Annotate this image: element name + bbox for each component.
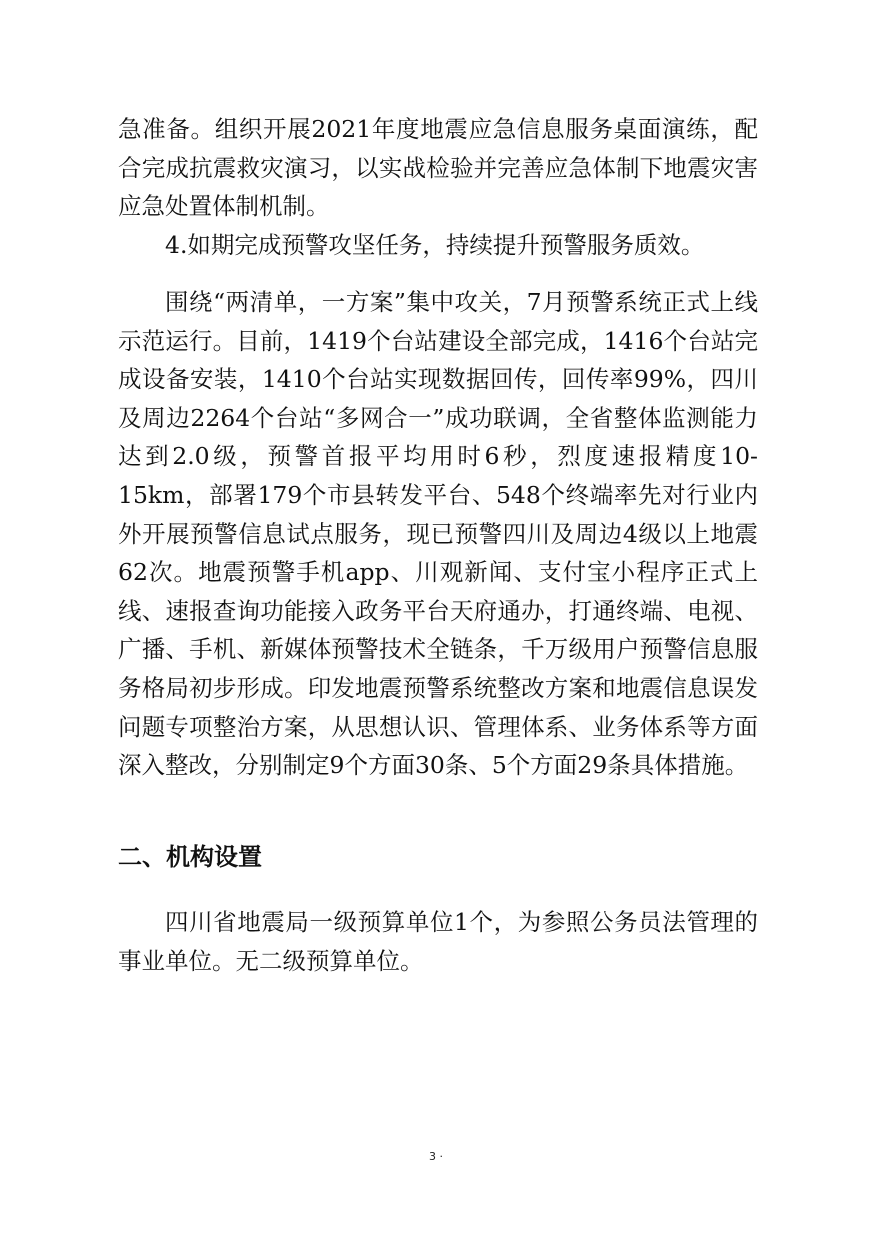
paragraph-warning-system-details: 围绕“两清单，一方案”集中攻关，7月预警系统正式上线示范运行。目前，1419个台站建设全部完成，1416个台站完成设备安装，1410个台站实现数据回传，回传率99%，四川及周边2264个台站“多网合一”成功联调，全省整体监测能力达到2.0级，预警首报平均用时6秒，烈度速报精度10-15km，部署179个市县转发平台、548个终端率先对行业内外开展预警信息试点服务，现已预警四川及周边4级以上地震62次。地震预警手机app、川观新闻、支付宝小程序正式上线、速报查询功能接入政务平台天府通办，打通终端、电视、广播、手机、新媒体预警技术全链条，千万级用户预警信息服务格局初步形成。印发地震预警系统整改方案和地震信息误发问题专项整治方案，从思想认识、管理体系、业务体系等方面深入整改，分别制定9个方面30条、5个方面29条具体措施。: [118, 288, 758, 780]
page-number: 3 ·: [429, 1150, 443, 1163]
paragraph-budget-units: 四川省地震局一级预算单位1个，为参照公务员法管理的事业单位。无二级预算单位。: [118, 908, 758, 975]
paragraph-warning-task-heading: 4.如期完成预警攻坚任务，持续提升预警服务质效。: [165, 231, 705, 259]
paragraph-emergency-drill: 急准备。组织开展2021年度地震应急信息服务桌面演练，配合完成抗震救灾演习，以实战检验并完善应急体制下地震灾害应急处置体制机制。: [118, 115, 758, 221]
section-heading-organization: 二、机构设置: [118, 843, 262, 871]
